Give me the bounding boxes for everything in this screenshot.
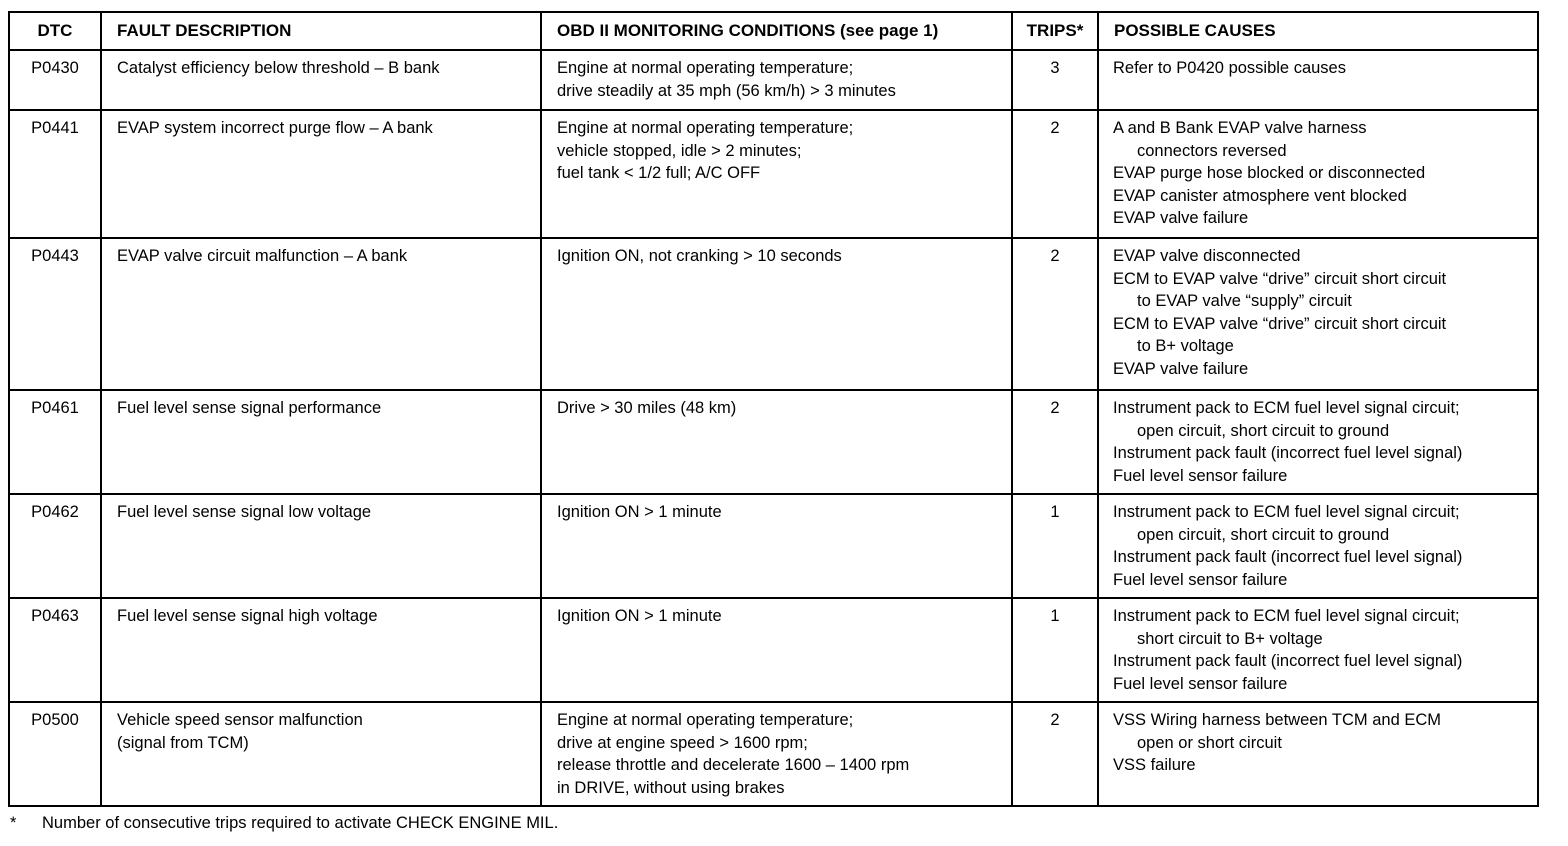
table-row (9, 390, 1538, 494)
footnote (10, 814, 558, 833)
condition-line: drive steadily at 35 mph (56 km/h) > 3 minutes (557, 81, 896, 100)
cause-item (1113, 358, 1529, 381)
cause-text: Instrument pack fault (incorrect fuel level signal) (1113, 444, 1463, 462)
trips-count: 1 (1012, 598, 1098, 702)
cause-text: EVAP valve failure (1113, 209, 1249, 227)
header-possible-causes: POSSIBLE CAUSES (1098, 12, 1538, 50)
cause-item (1113, 465, 1529, 488)
footnote-mark: * (10, 814, 17, 832)
possible-causes (1098, 238, 1538, 390)
cause-item (1113, 673, 1529, 696)
cause-text: Instrument pack fault (incorrect fuel level signal) (1113, 548, 1463, 566)
cause-text: Fuel level sensor failure (1113, 570, 1288, 589)
possible-causes (1098, 110, 1538, 238)
cause-text: EVAP valve disconnected (1113, 247, 1301, 265)
header-trips: TRIPS* (1012, 12, 1098, 50)
cause-text: Fuel level sensor failure (1113, 466, 1288, 485)
fault-line: Fuel level sense signal high voltage (117, 607, 378, 625)
cause-text: Fuel level sensor failure (1113, 674, 1288, 693)
cause-text: VSS Wiring harness between TCM and ECM (1113, 711, 1441, 729)
condition-line: Engine at normal operating temperature; (557, 711, 854, 729)
cause-continuation: open circuit, short circuit to ground (1137, 421, 1390, 440)
cause-text: VSS failure (1113, 756, 1196, 774)
dtc-table (8, 11, 1539, 807)
fault-description (101, 390, 541, 494)
cause-text: Instrument pack to ECM fuel level signal circuit; (1113, 399, 1460, 417)
trips-count: 1 (1012, 494, 1098, 598)
monitoring-conditions (541, 110, 1012, 238)
condition-line: drive at engine speed > 1600 rpm; (557, 733, 808, 752)
fault-line: Fuel level sense signal performance (117, 399, 382, 417)
condition-line: Drive > 30 miles (48 km) (557, 399, 737, 417)
condition-line: in DRIVE, without using brakes (557, 778, 785, 797)
dtc-code: P0500 (9, 702, 101, 806)
condition-line: Ignition ON, not cranking > 10 seconds (557, 247, 842, 265)
monitoring-conditions (541, 702, 1012, 806)
possible-causes (1098, 390, 1538, 494)
dtc-code: P0461 (9, 390, 101, 494)
table-row (9, 50, 1538, 110)
trips-count: 2 (1012, 702, 1098, 806)
condition-line: fuel tank < 1/2 full; A/C OFF (557, 164, 761, 182)
fault-description (101, 110, 541, 238)
cause-continuation: open or short circuit (1137, 733, 1282, 752)
dtc-code: P0430 (9, 50, 101, 110)
cause-item (1113, 546, 1529, 569)
cause-item (1113, 501, 1529, 546)
fault-description (101, 598, 541, 702)
fault-line: Fuel level sense signal low voltage (117, 503, 372, 521)
cause-item (1113, 162, 1529, 185)
fault-line: EVAP system incorrect purge flow – A bank (117, 119, 433, 137)
possible-causes (1098, 494, 1538, 598)
cause-item (1113, 754, 1529, 777)
table-row (9, 110, 1538, 238)
cause-item (1113, 442, 1529, 465)
cause-text: ECM to EVAP valve “drive” circuit short circuit (1113, 269, 1447, 288)
condition-line: Ignition ON > 1 minute (557, 607, 722, 625)
trips-count: 2 (1012, 390, 1098, 494)
fault-description (101, 50, 541, 110)
condition-line: release throttle and decelerate 1600 – 1400 rpm (557, 756, 910, 774)
cause-item (1113, 397, 1529, 442)
cause-text: A and B Bank EVAP valve harness (1113, 119, 1367, 137)
cause-continuation: short circuit to B+ voltage (1137, 629, 1323, 648)
possible-causes (1098, 598, 1538, 702)
header-monitoring-conditions: OBD II MONITORING CONDITIONS (see page 1) (541, 12, 1012, 50)
cause-text: Refer to P0420 possible causes (1113, 59, 1346, 77)
cause-text: Instrument pack to ECM fuel level signal circuit; (1113, 607, 1460, 625)
monitoring-conditions (541, 598, 1012, 702)
possible-causes (1098, 702, 1538, 806)
condition-line: Engine at normal operating temperature; (557, 119, 854, 137)
fault-description (101, 494, 541, 598)
fault-line: (signal from TCM) (117, 733, 249, 752)
dtc-code: P0441 (9, 110, 101, 238)
condition-line: vehicle stopped, idle > 2 minutes; (557, 141, 802, 160)
cause-continuation: to EVAP valve “supply” circuit (1137, 292, 1352, 310)
dtc-code: P0463 (9, 598, 101, 702)
cause-text: Instrument pack to ECM fuel level signal circuit; (1113, 503, 1460, 521)
cause-item (1113, 268, 1529, 313)
cause-text: ECM to EVAP valve “drive” circuit short circuit (1113, 314, 1447, 333)
trips-count: 2 (1012, 238, 1098, 390)
trips-count: 2 (1012, 110, 1098, 238)
fault-line: Catalyst efficiency below threshold – B bank (117, 59, 440, 77)
condition-line: Ignition ON > 1 minute (557, 503, 722, 521)
table-row (9, 598, 1538, 702)
cause-continuation: open circuit, short circuit to ground (1137, 525, 1390, 544)
cause-item (1113, 313, 1529, 358)
condition-line: Engine at normal operating temperature; (557, 59, 854, 77)
cause-item (1113, 57, 1529, 80)
possible-causes (1098, 50, 1538, 110)
header-fault-description: FAULT DESCRIPTION (101, 12, 541, 50)
cause-text: EVAP valve failure (1113, 359, 1249, 378)
table-header-row (9, 12, 1538, 50)
cause-item (1113, 605, 1529, 650)
cause-item (1113, 117, 1529, 162)
cause-text: EVAP canister atmosphere vent blocked (1113, 186, 1407, 205)
fault-description (101, 702, 541, 806)
cause-continuation: connectors reversed (1137, 141, 1287, 160)
dtc-code: P0443 (9, 238, 101, 390)
table-row (9, 702, 1538, 806)
cause-item (1113, 207, 1529, 230)
header-dtc: DTC (9, 12, 101, 50)
fault-line: EVAP valve circuit malfunction – A bank (117, 247, 408, 265)
monitoring-conditions (541, 238, 1012, 390)
dtc-code: P0462 (9, 494, 101, 598)
cause-item (1113, 185, 1529, 208)
fault-description (101, 238, 541, 390)
trips-count: 3 (1012, 50, 1098, 110)
table-row (9, 238, 1538, 390)
cause-text: EVAP purge hose blocked or disconnected (1113, 164, 1426, 182)
cause-item (1113, 709, 1529, 754)
monitoring-conditions (541, 494, 1012, 598)
cause-item (1113, 569, 1529, 592)
cause-continuation: to B+ voltage (1137, 337, 1234, 355)
cause-item (1113, 650, 1529, 673)
cause-text: Instrument pack fault (incorrect fuel level signal) (1113, 652, 1463, 670)
footnote-text: Number of consecutive trips required to activate CHECK ENGINE MIL. (42, 814, 559, 832)
monitoring-conditions (541, 390, 1012, 494)
table-row (9, 494, 1538, 598)
monitoring-conditions (541, 50, 1012, 110)
fault-line: Vehicle speed sensor malfunction (117, 711, 363, 729)
cause-item (1113, 245, 1529, 268)
